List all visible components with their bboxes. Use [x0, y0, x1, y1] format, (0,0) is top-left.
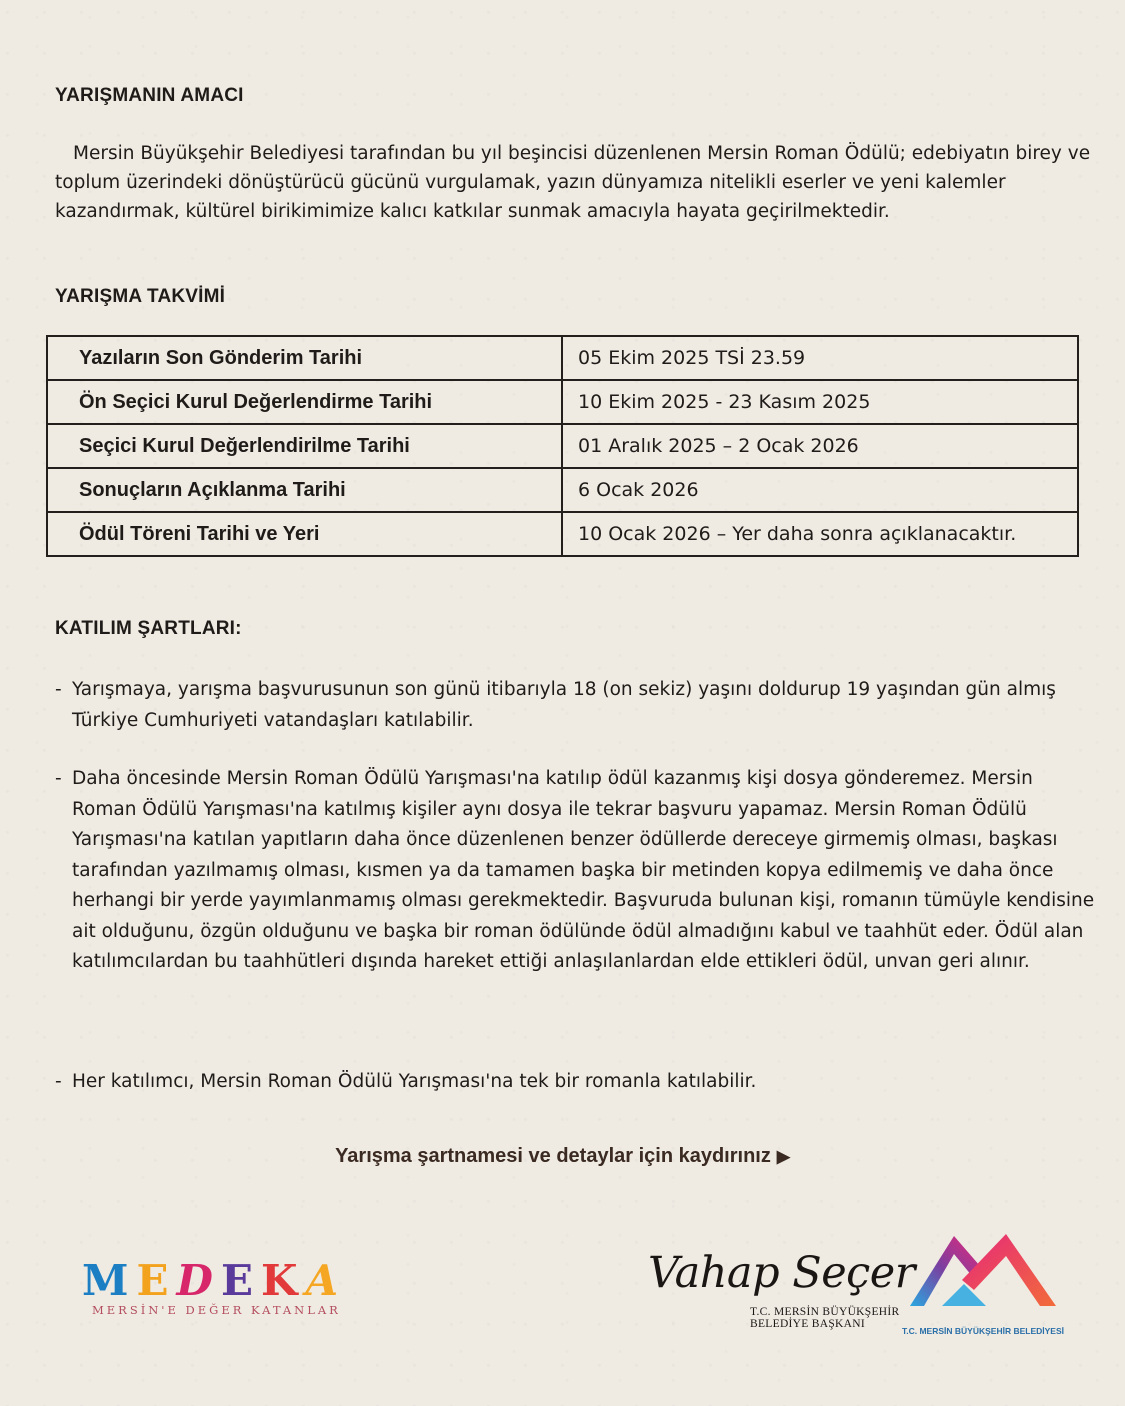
mayor-signature: [648, 1248, 915, 1330]
scroll-hint-text: Yarışma şartnamesi ve detaylar için kaydırınız: [335, 1145, 771, 1167]
schedule-label: Sonuçların Açıklanma Tarihi: [47, 468, 562, 512]
schedule-label: Ön Seçici Kurul Değerlendirme Tarihi: [47, 380, 562, 424]
signature-name: Vahap Seçer: [648, 1248, 915, 1298]
condition-text: Yarışmaya, yarışma başvurusunun son günü itibarıyla 18 (on sekiz) yaşını doldurup 19 yaşından gün almış Türkiye Cumhuriyeti vatandaşları katılabilir.: [72, 679, 1056, 731]
condition-item: [55, 675, 1103, 736]
scroll-hint[interactable]: [0, 1145, 1125, 1168]
condition-text: Her katılımcı, Mersin Roman Ödülü Yarışması'na tek bir romanla katılabilir.: [72, 1071, 757, 1092]
schedule-table: [46, 335, 1079, 557]
schedule-value: 01 Aralık 2025 – 2 Ocak 2026: [562, 424, 1078, 468]
table-row: [47, 424, 1078, 468]
schedule-value: 6 Ocak 2026: [562, 468, 1078, 512]
table-row: [47, 380, 1078, 424]
schedule-heading: YARIŞMA TAKVİMİ: [55, 286, 226, 307]
schedule-value: 05 Ekim 2025 TSİ 23.59: [562, 336, 1078, 380]
schedule-label: Yazıların Son Gönderim Tarihi: [47, 336, 562, 380]
table-row: [47, 336, 1078, 380]
schedule-label: Ödül Töreni Tarihi ve Yeri: [47, 512, 562, 556]
purpose-text: Mersin Büyükşehir Belediyesi tarafından bu yıl beşincisi düzenlenen Mersin Roman Ödülü; edebiyatın birey ve toplum üzerindeki dönüştürücü gücünü vurgulamak, yazın dünyamıza nitelikli eserler ve yeni kalemler kazandırmak, kültürel birikimimize kalıcı katkılar sunmak amacıyla hayata geçirilmektedir.: [55, 143, 1091, 222]
municipality-logo: [902, 1228, 1062, 1336]
signature-title-line: BELEDİYE BAŞKANI: [750, 1318, 865, 1330]
condition-item: [55, 764, 1103, 978]
signature-title: [750, 1306, 900, 1330]
schedule-label: Seçici Kurul Değerlendirilme Tarihi: [47, 424, 562, 468]
triangle-right-icon: ▶: [776, 1147, 790, 1166]
dash-bullet: -: [55, 679, 62, 700]
municipality-emblem-icon: [902, 1228, 1062, 1320]
logo-letter: E: [136, 1256, 177, 1305]
municipality-caption: T.C. MERSİN BÜYÜKŞEHİR BELEDİYESİ: [902, 1326, 1064, 1336]
logo-letter: D: [176, 1256, 221, 1305]
schedule-value: 10 Ocak 2026 – Yer daha sonra açıklanacaktır.: [562, 512, 1078, 556]
medeka-tagline: MERSİN'E DEĞER KATANLAR: [92, 1303, 341, 1317]
signature-title-line: T.C. MERSİN BÜYÜKŞEHİR: [750, 1306, 900, 1318]
logo-letter: K: [260, 1256, 306, 1305]
logo-letter: M: [82, 1256, 137, 1305]
purpose-paragraph: [55, 139, 1095, 226]
logo-letter: A: [305, 1256, 347, 1305]
schedule-value: 10 Ekim 2025 - 23 Kasım 2025: [562, 380, 1078, 424]
dash-bullet: -: [55, 1071, 62, 1092]
condition-text: Daha öncesinde Mersin Roman Ödülü Yarışması'na katılıp ödül kazanmış kişi dosya gönderemez. Mersin Roman Ödülü Yarışması'na katılmış kişiler aynı dosya ile tekrar başvuru yapamaz. Mersin Roman Ödülü Yarışması'na katılan yapıtların daha önce düzenlenen benzer ödüllerde dereceye girmemiş olması, başkası tarafından yazılmamış olması, kısmen ya da tamamen başka bir metinden kopya edilmemiş ve daha önce herhangi bir yerde yayımlanmamış olması gerekmektedir. Başvuruda bulunan kişi, romanın tümüyle kendisine ait olduğunu, özgün olduğunu ve başka bir roman ödülünde ödül almadığını kabul ve taahhüt eder. Ödül alan katılımcılardan bu taahhütleri dışında hareket ettiği anlaşılanlardan elde ettikleri ödül, unvan geri alınır.: [72, 768, 1095, 972]
purpose-heading: YARIŞMANIN AMACI: [55, 85, 244, 106]
condition-item: [55, 1067, 1103, 1098]
table-row: [47, 468, 1078, 512]
medeka-logo: [82, 1256, 347, 1317]
table-row: [47, 512, 1078, 556]
dash-bullet: -: [55, 768, 62, 789]
logo-letter: E: [220, 1256, 261, 1305]
medeka-wordmark: [82, 1256, 347, 1305]
conditions-heading: KATILIM ŞARTLARI:: [55, 618, 242, 639]
